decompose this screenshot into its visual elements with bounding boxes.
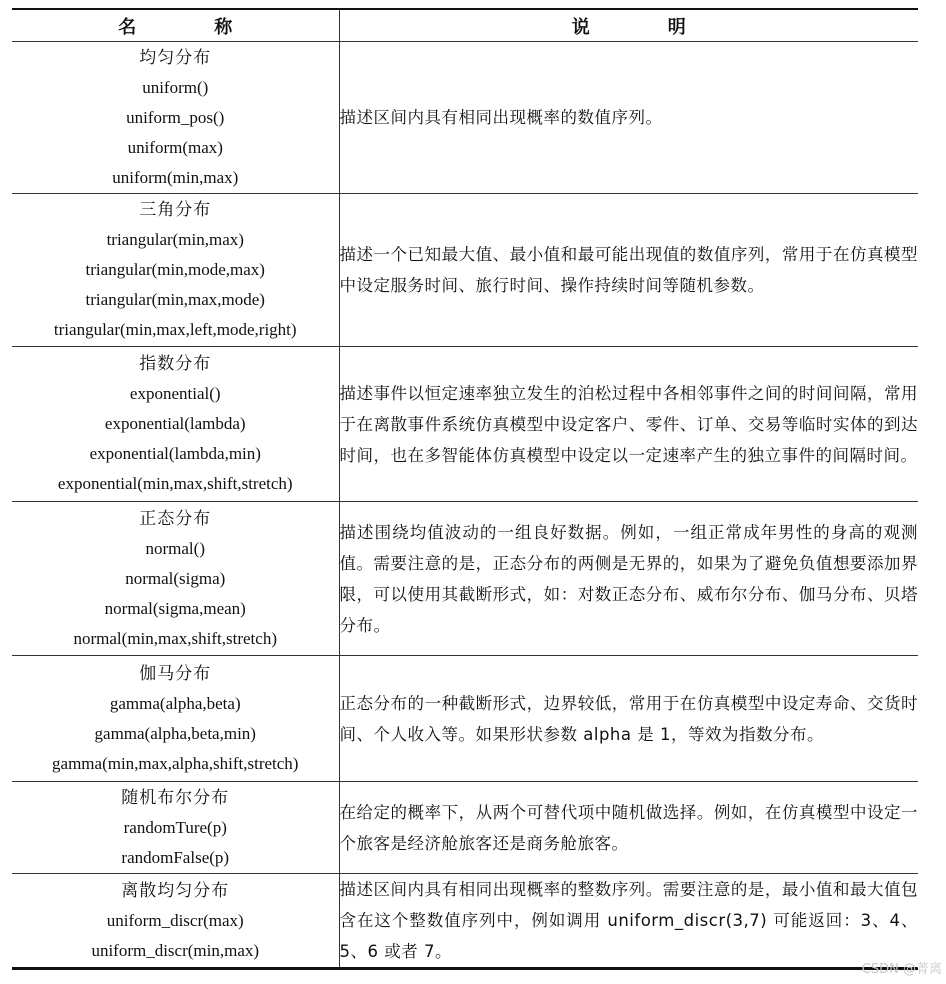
function-signature: uniform(min,max) bbox=[112, 167, 239, 187]
function-signature: triangular(min,mode,max) bbox=[85, 260, 265, 279]
table-row bbox=[12, 656, 918, 782]
table-row bbox=[12, 874, 918, 969]
description-cell: 描述区间内具有相同出现概率的整数序列。需要注意的是，最小值和最大值包含在这个整数值序列中，例如调用 uniform_discr(3,7) 可能返回：3、4、5、6 或者 7。 bbox=[339, 874, 918, 969]
function-signature: normal() bbox=[145, 538, 205, 558]
function-signature: normal(min,max,shift,stretch) bbox=[73, 628, 277, 648]
description-cell: 正态分布的一种截断形式，边界较低，常用于在仿真模型中设定寿命、交货时间、个人收入等。如果形状参数 alpha 是 1，等效为指数分布。 bbox=[339, 656, 918, 782]
table-row bbox=[12, 782, 918, 874]
function-signature: triangular(min,max,left,mode,right) bbox=[53, 320, 297, 339]
function-signature: exponential(lambda,min) bbox=[89, 444, 261, 463]
description-cell: 在给定的概率下，从两个可替代项中随机做选择。例如，在仿真模型中设定一个旅客是经济舱旅客还是商务舱旅客。 bbox=[339, 782, 918, 874]
description-cell: 描述区间内具有相同出现概率的数值序列。 bbox=[339, 42, 918, 194]
table-row bbox=[12, 347, 918, 502]
distribution-table bbox=[12, 10, 918, 970]
function-signature: uniform_discr(min,max) bbox=[91, 940, 260, 960]
header-row bbox=[12, 10, 918, 42]
distribution-name-cell bbox=[12, 874, 339, 969]
distribution-name-cell bbox=[12, 194, 339, 347]
function-signature: uniform() bbox=[142, 77, 209, 97]
table-row bbox=[12, 194, 918, 347]
distribution-name-cell bbox=[12, 42, 339, 194]
function-signature: gamma(min,max,alpha,shift,stretch) bbox=[52, 753, 299, 773]
function-signature: exponential() bbox=[129, 384, 221, 403]
function-signature: triangular(min,max) bbox=[106, 230, 244, 249]
distribution-title: 伽马分布 bbox=[139, 663, 212, 684]
function-signature: gamma(alpha,beta) bbox=[109, 693, 241, 713]
function-signature: triangular(min,max,mode) bbox=[85, 290, 265, 309]
function-signature: uniform(max) bbox=[127, 137, 223, 157]
function-signature: uniform_discr(max) bbox=[106, 910, 244, 930]
function-signature: normal(sigma) bbox=[125, 568, 226, 588]
distribution-name-cell bbox=[12, 347, 339, 502]
distribution-title: 三角分布 bbox=[139, 200, 212, 220]
description-cell: 描述围绕均值波动的一组良好数据。例如，一组正常成年男性的身高的观测值。需要注意的是，正态分布的两侧是无界的，如果为了避免负值想要添加界限，可以使用其截断形式，如：对数正态分布、威布尔分布、伽马分布、贝塔分布。 bbox=[339, 502, 918, 656]
watermark: CSDN @菁离 bbox=[861, 962, 942, 977]
header-description: 说 明 bbox=[339, 10, 918, 42]
distribution-title: 随机布尔分布 bbox=[121, 787, 230, 808]
function-signature: uniform_pos() bbox=[126, 107, 225, 127]
function-signature: exponential(min,max,shift,stretch) bbox=[57, 474, 293, 493]
function-signature: randomTure(p) bbox=[123, 817, 227, 837]
function-signature: gamma(alpha,beta,min) bbox=[94, 723, 256, 743]
header-name: 名 称 bbox=[12, 10, 339, 42]
distribution-title: 指数分布 bbox=[139, 354, 212, 374]
description-cell: 描述事件以恒定速率独立发生的泊松过程中各相邻事件之间的时间间隔，常用于在离散事件系统仿真模型中设定客户、零件、订单、交易等临时实体的到达时间，也在多智能体仿真模型中设定以一定速率产生的独立事件的间隔时间。 bbox=[339, 347, 918, 502]
table-row bbox=[12, 502, 918, 656]
description-cell: 描述一个已知最大值、最小值和最可能出现值的数值序列，常用于在仿真模型中设定服务时间、旅行时间、操作持续时间等随机参数。 bbox=[339, 194, 918, 347]
table-row bbox=[12, 42, 918, 194]
distribution-name-cell bbox=[12, 782, 339, 874]
distribution-name-cell bbox=[12, 656, 339, 782]
distribution-title: 均匀分布 bbox=[139, 47, 212, 68]
function-signature: normal(sigma,mean) bbox=[104, 598, 246, 618]
distribution-title: 正态分布 bbox=[139, 508, 212, 529]
function-signature: exponential(lambda) bbox=[104, 414, 246, 433]
function-signature: randomFalse(p) bbox=[121, 847, 230, 867]
distribution-name-cell bbox=[12, 502, 339, 656]
distribution-title: 离散均匀分布 bbox=[121, 880, 230, 901]
